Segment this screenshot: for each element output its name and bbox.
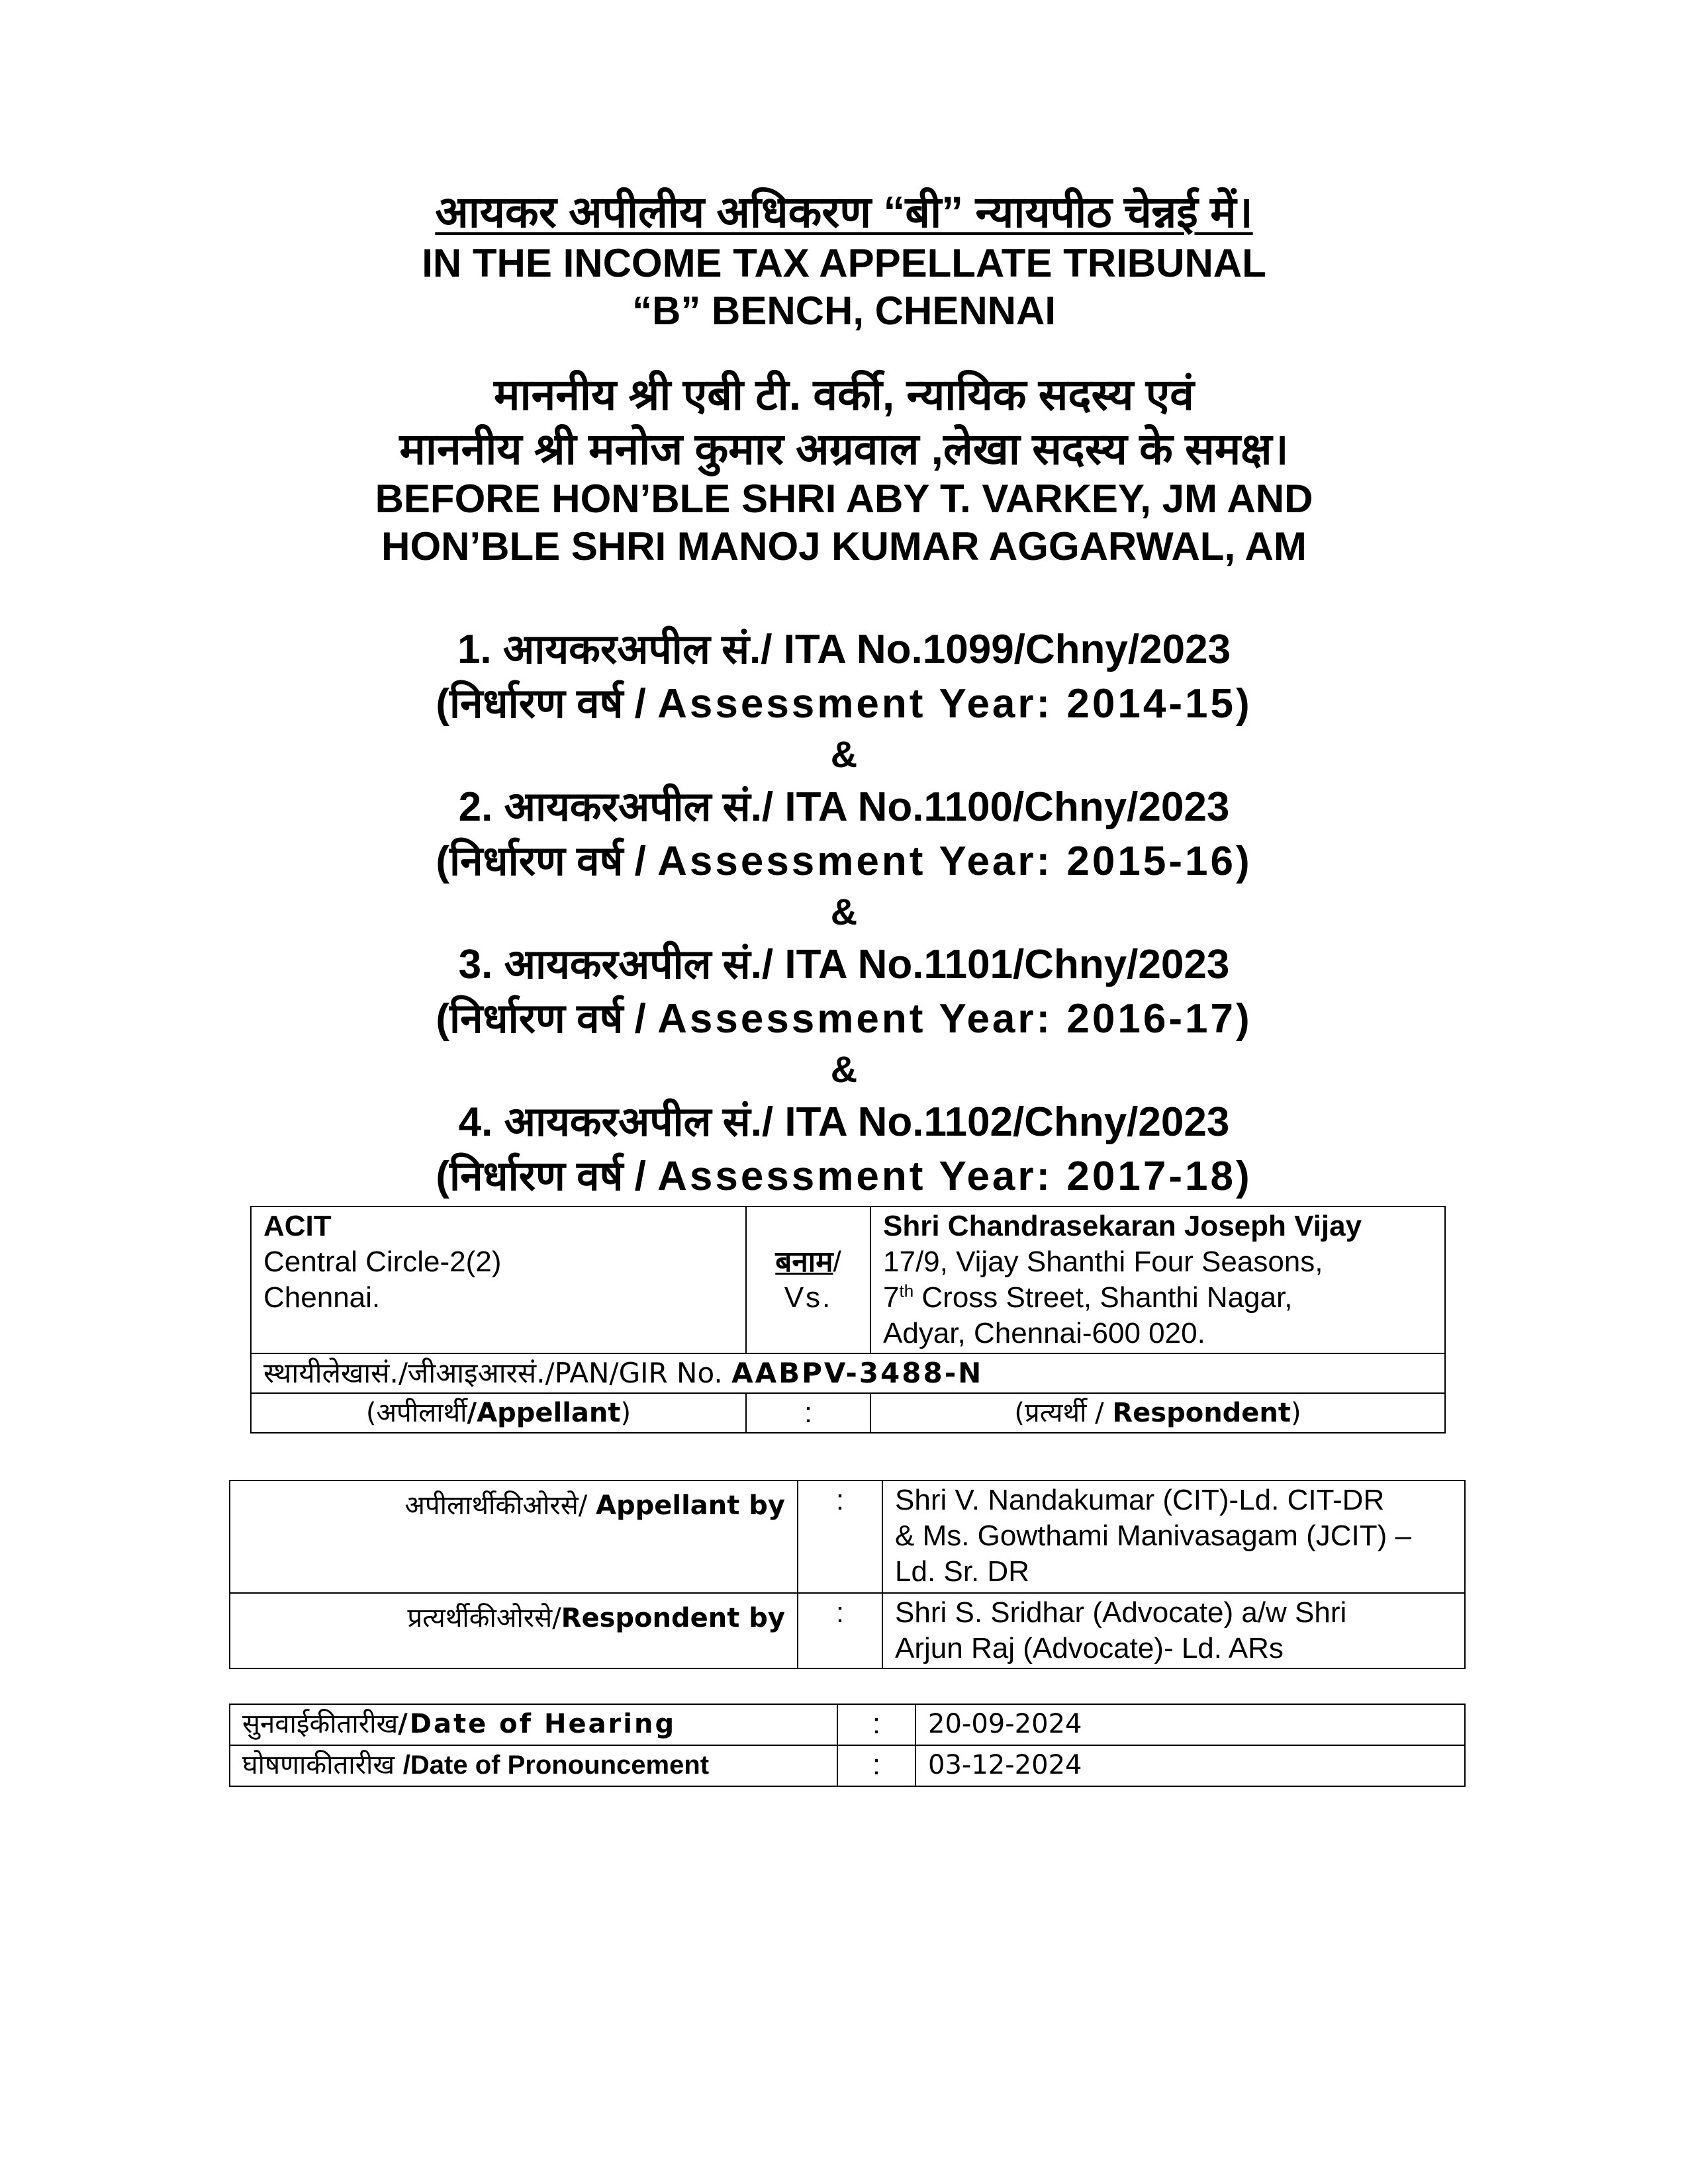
respondent-rep-line-2: Arjun Raj (Advocate)- Ld. ARs (895, 1632, 1284, 1664)
appellant-rep-line-3: Ld. Sr. DR (895, 1555, 1029, 1588)
street-number: 7 (883, 1281, 900, 1314)
appeal-3-assessment-year (0, 993, 1688, 1046)
appellant-role-hindi: (अपीलार्थी (365, 1398, 467, 1428)
pan-row (251, 1353, 1445, 1393)
appellant-by-hindi: अपीलार्थीकीओरसे/ (404, 1490, 596, 1521)
bench-members-line-2: HON’BLE SHRI MANOJ KUMAR AGGARWAL, AM (381, 524, 1307, 569)
ay-label: Assessment Year: 2015-16) (657, 839, 1252, 884)
versus-hindi-text: बनाम (775, 1246, 833, 1278)
appellant-cell (251, 1206, 746, 1353)
hindi-tribunal-title (0, 187, 1688, 237)
respondent-address-line-2 (883, 1280, 1432, 1316)
respondent-by-row (230, 1593, 1465, 1668)
appellant-by-colon: : (798, 1480, 882, 1593)
ay-label: Assessment Year: 2016-17) (657, 996, 1252, 1042)
versus-english: Vs. (784, 1281, 833, 1314)
appellant-address-line-2: Chennai. (263, 1281, 381, 1314)
respondent-by-label-cell (230, 1593, 798, 1668)
respondent-role-hindi: (प्रत्यर्थी / (1014, 1398, 1113, 1428)
street-name: Cross Street, Shanthi Nagar, (914, 1281, 1293, 1314)
hindi-tribunal-title-text: आयकर अपीलीय अधिकरण “बी” न्यायपीठ चेन्नई में। (435, 187, 1253, 236)
appeal-1-assessment-year (0, 678, 1688, 731)
pan-value: AABPV-3488-N (731, 1357, 984, 1389)
respondent-by-english: Respondent by (561, 1603, 785, 1633)
versus-hindi (759, 1244, 858, 1280)
pronouncement-date-value: 03-12-2024 (915, 1745, 1465, 1786)
appellant-rep-line-2: & Ms. Gowthami Manivasagam (JCIT) – (895, 1520, 1411, 1552)
paren-close: ) (620, 1398, 632, 1428)
appeal-1-number: 1. आयकरअपील सं./ ITA No.1099/Chny/2023 (457, 627, 1231, 672)
appeal-4-number: 4. आयकरअपील सं./ ITA No.1102/Chny/2023 (458, 1099, 1230, 1145)
appellant-by-label-cell (230, 1480, 798, 1593)
hearing-date-colon: : (837, 1704, 915, 1745)
pronouncement-date-label (230, 1745, 837, 1786)
appellant-rep-line-1: Shri V. Nandakumar (CIT)-Ld. CIT-DR (895, 1484, 1385, 1516)
ay-label: Assessment Year: 2014-15) (657, 681, 1252, 727)
ay-prefix: (निर्धारण वर्ष / (436, 681, 658, 727)
appellant-role-english: /Appellant (467, 1398, 621, 1428)
hearing-date-hindi: सुनवाईकीतारीख (242, 1709, 399, 1739)
roles-colon-cell: : (746, 1393, 870, 1433)
hearing-date-label (230, 1704, 837, 1745)
hindi-bench-line-2: माननीय श्री मनोज कुमार अग्रवाल ,लेखा सदस्य के समक्ष। (399, 424, 1289, 473)
pan-label: स्थायीलेखासं./जीआइआरसं./PAN/GIR No. (263, 1357, 732, 1389)
versus-slash: / (833, 1246, 841, 1278)
hearing-date-value: 20-09-2024 (915, 1704, 1465, 1745)
appellant-by-english: Appellant by (596, 1490, 785, 1521)
hearing-date-english: /Date of Hearing (398, 1709, 677, 1739)
respondent-role-cell (870, 1393, 1445, 1433)
roles-row (251, 1393, 1445, 1433)
pronouncement-date-english: /Date of Pronouncement (402, 1751, 710, 1780)
ampersand-separator: & (830, 891, 858, 933)
bench-members-line-1: BEFORE HON’BLE SHRI ABY T. VARKEY, JM AND (375, 477, 1313, 521)
parties-row (251, 1206, 1445, 1353)
respondent-representatives (882, 1593, 1465, 1668)
respondent-address-line-3: Adyar, Chennai-600 020. (883, 1317, 1205, 1349)
versus-cell (746, 1206, 870, 1353)
parties-table (250, 1206, 1446, 1433)
appellant-representatives (882, 1480, 1465, 1593)
paren-close: ) (1291, 1398, 1301, 1428)
appellant-name: ACIT (263, 1210, 332, 1242)
respondent-rep-line-1: Shri S. Sridhar (Advocate) a/w Shri (895, 1596, 1347, 1629)
pronouncement-date-hindi: घोषणाकीतारीख (242, 1750, 403, 1780)
ay-prefix: (निर्धारण वर्ष / (436, 996, 658, 1042)
hearing-date-row (230, 1704, 1465, 1745)
appeal-2-number: 2. आयकरअपील सं./ ITA No.1100/Chny/2023 (458, 784, 1230, 830)
representation-table (229, 1480, 1466, 1669)
pronouncement-date-row (230, 1745, 1465, 1786)
tribunal-title: IN THE INCOME TAX APPELLATE TRIBUNAL (422, 241, 1266, 285)
respondent-cell (870, 1206, 1445, 1353)
ay-label: Assessment Year: 2017-18) (657, 1154, 1252, 1199)
appellant-address-line-1: Central Circle-2(2) (263, 1246, 502, 1278)
pronouncement-date-colon: : (837, 1745, 915, 1786)
respondent-address-line-1: 17/9, Vijay Shanthi Four Seasons, (883, 1246, 1323, 1278)
pan-cell (251, 1353, 1445, 1393)
respondent-name: Shri Chandrasekaran Joseph Vijay (883, 1210, 1362, 1242)
hindi-bench-line-1: माननीय श्री एबी टी. वर्की, न्यायिक सदस्य एवं (494, 370, 1194, 419)
respondent-by-hindi: प्रत्यर्थीकीओरसे/ (407, 1603, 561, 1633)
ordinal-suffix: th (899, 1281, 914, 1301)
appellant-role-cell (251, 1393, 746, 1433)
respondent-by-colon: : (798, 1593, 882, 1668)
ampersand-separator: & (830, 733, 858, 775)
appeal-3-number: 3. आयकरअपील सं./ ITA No.1101/Chny/2023 (458, 942, 1230, 987)
bench-title: “B” BENCH, CHENNAI (632, 289, 1056, 333)
ay-prefix: (निर्धारण वर्ष / (436, 1154, 658, 1199)
appellant-by-row (230, 1480, 1465, 1593)
ampersand-separator: & (830, 1048, 858, 1090)
ay-prefix: (निर्धारण वर्ष / (436, 839, 658, 884)
appeal-4-assessment-year (0, 1150, 1688, 1203)
dates-table (229, 1704, 1466, 1787)
respondent-role-english: Respondent (1112, 1398, 1291, 1428)
appeal-2-assessment-year (0, 835, 1688, 888)
